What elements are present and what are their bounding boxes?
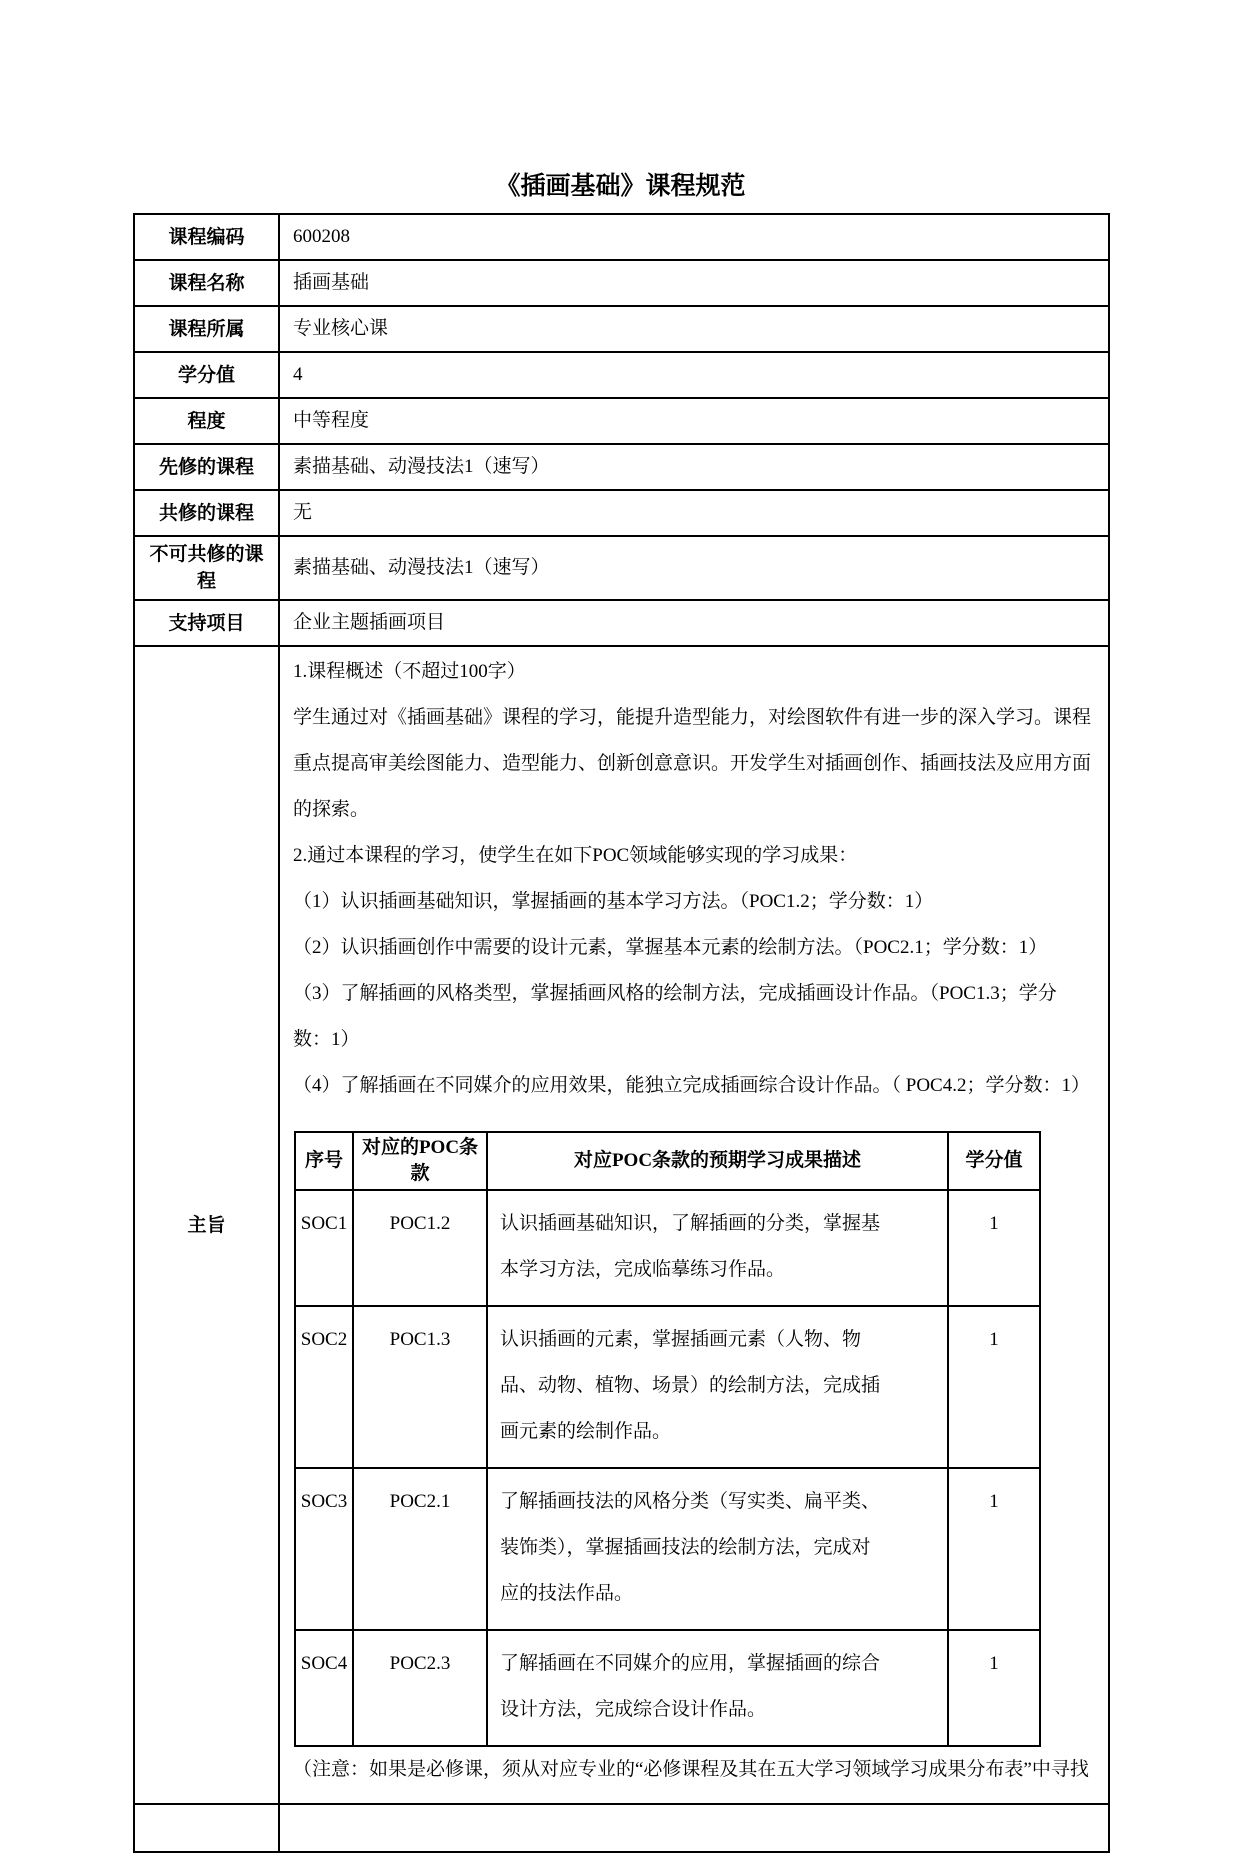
soc-header-poc: 对应的POC条款 [353,1132,487,1190]
row-prerequisite-courses [134,444,1109,490]
document-title: 《插画基础》课程规范 [495,173,746,200]
field-value: 素描基础、动漫技法1（速写） [279,444,1109,490]
overview-paragraph: 学生通过对《插画基础》课程的学习，能提升造型能力，对绘图软件有进一步的深入学习。课程重点提高审美绘图能力、造型能力、创新创意意识。开发学生对插画创作、插画技法及应用方面的探索。 [293,707,1092,820]
field-value: 企业主题插画项目 [279,600,1109,646]
row-purpose [134,646,1109,1804]
outcome-item: （2）认识插画创作中需要的设计元素，掌握基本元素的绘制方法。（POC2.1；学分数：1） [293,937,1048,958]
field-label: 课程所属 [134,306,279,352]
course-spec-document [133,170,1108,1853]
purpose-content [279,646,1109,1804]
row-corequisite-courses [134,490,1109,536]
outcome-item: （4）了解插画在不同媒介的应用效果，能独立完成插画综合设计作品。（ POC4.2；学分数：1） [293,1075,1090,1096]
soc-poc: POC1.3 [353,1306,487,1468]
soc-header-description: 对应POC条款的预期学习成果描述 [487,1132,948,1190]
soc-credits: 1 [948,1630,1040,1746]
soc-id: SOC4 [295,1630,353,1746]
row-empty-continuation [134,1804,1109,1852]
field-label: 学分值 [134,352,279,398]
soc-header-id: 序号 [295,1132,353,1190]
field-value: 插画基础 [279,260,1109,306]
field-value: 无 [279,490,1109,536]
field-label: 先修的课程 [134,444,279,490]
field-label: 程度 [134,398,279,444]
soc-id: SOC1 [295,1190,353,1306]
field-label: 支持项目 [134,600,279,646]
field-value: 专业核心课 [279,306,1109,352]
soc-description: 了解插画在不同媒介的应用，掌握插画的综合设计方法，完成综合设计作品。 [487,1630,948,1746]
outcomes-heading: 2.通过本课程的学习，使学生在如下POC领域能够实现的学习成果： [293,845,858,866]
soc-table-header-row [295,1132,1040,1190]
soc-table-row [295,1190,1040,1306]
soc-poc: POC1.2 [353,1190,487,1306]
field-label: 共修的课程 [134,490,279,536]
field-value: 素描基础、动漫技法1（速写） [279,536,1109,600]
row-supported-project [134,600,1109,646]
field-label: 课程编码 [134,214,279,260]
soc-table-row [295,1630,1040,1746]
soc-table-row [295,1468,1040,1630]
field-label: 不可共修的课程 [134,536,279,600]
outcome-item: （3）了解插画的风格类型，掌握插画风格的绘制方法，完成插画设计作品。（POC1.3；学分数：1） [293,983,1057,1050]
soc-id: SOC2 [295,1306,353,1468]
row-incompatible-courses [134,536,1109,600]
soc-credits: 1 [948,1306,1040,1468]
soc-id: SOC3 [295,1468,353,1630]
row-course-code [134,214,1109,260]
soc-poc: POC2.3 [353,1630,487,1746]
soc-poc: POC2.1 [353,1468,487,1630]
course-spec-table [133,213,1110,1853]
field-label: 课程名称 [134,260,279,306]
row-course-category [134,306,1109,352]
field-label-empty [134,1804,279,1852]
field-value-empty [279,1804,1109,1852]
overview-heading: 1.课程概述（不超过100字） [293,661,526,682]
soc-credits: 1 [948,1468,1040,1630]
field-label-purpose: 主旨 [134,646,279,1804]
field-value: 600208 [279,214,1109,260]
soc-table [294,1131,1041,1747]
outcome-item: （1）认识插画基础知识，掌握插画的基本学习方法。（POC1.2；学分数：1） [293,891,934,912]
soc-header-credits: 学分值 [948,1132,1040,1190]
soc-description: 认识插画的元素，掌握插画元素（人物、物品、动物、植物、场景）的绘制方法，完成插画元素的绘制作品。 [487,1306,948,1468]
field-value: 4 [279,352,1109,398]
note-text: （注意：如果是必修课，须从对应专业的“必修课程及其在五大学习领域学习成果分布表”中寻找 [293,1759,1089,1780]
row-level [134,398,1109,444]
row-course-name [134,260,1109,306]
soc-table-row [295,1306,1040,1468]
soc-description: 认识插画基础知识，了解插画的分类，掌握基本学习方法，完成临摹练习作品。 [487,1190,948,1306]
soc-credits: 1 [948,1190,1040,1306]
row-credit-value [134,352,1109,398]
field-value: 中等程度 [279,398,1109,444]
soc-description: 了解插画技法的风格分类（写实类、扁平类、装饰类），掌握插画技法的绘制方法，完成对应的技法作品。 [487,1468,948,1630]
